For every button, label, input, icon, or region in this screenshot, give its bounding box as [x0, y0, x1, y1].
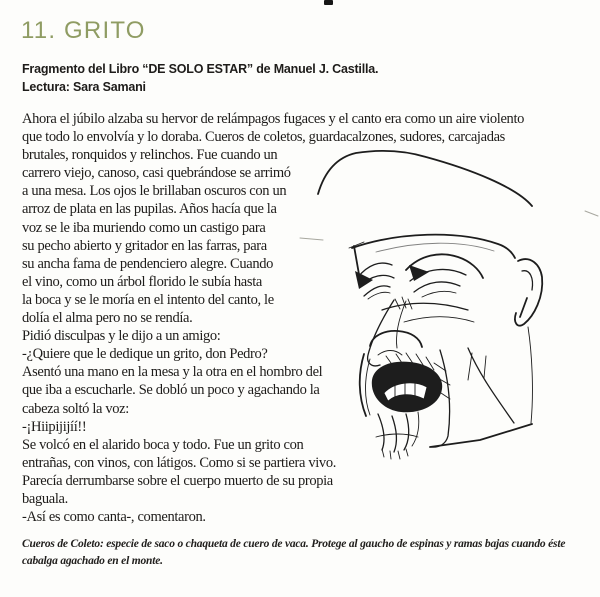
- left-eye: [349, 242, 394, 299]
- body-line: Pidió disculpas y le dijo a un amigo:: [22, 328, 221, 345]
- body-line: -¿Quiere que le dedique un grito, don Pedro?: [22, 346, 268, 363]
- body-line: Parecía derrumbarse sobre el cuerpo muerto de su propia: [22, 472, 333, 489]
- hat-outline: [300, 151, 598, 258]
- body-line: cabeza soltó la voz:: [22, 400, 129, 417]
- body-line: dolía el alma pero no se rendía.: [22, 310, 193, 327]
- body-line: voz se le iba muriendo como un castigo para: [22, 219, 266, 236]
- subtitle-line-reader: Lectura: Sara Samani: [22, 79, 146, 94]
- body-line: Ahora el júbilo alzaba su hervor de relámpagos fugaces y el canto era como un aire violento: [22, 111, 525, 127]
- body-line: carrero viejo, canoso, casi quebrándose se arrimó: [22, 165, 291, 182]
- body-line: Asentó una mano en la mesa y la otra en el hombro del: [22, 364, 323, 381]
- body-line: arroz de plata en las pupilas. Años hacía que la: [22, 201, 277, 218]
- page-edge-mark: [324, 0, 333, 5]
- body-line: el vino, como un árbol florido le subía hasta: [22, 273, 262, 290]
- shouting-man-sketch: [298, 148, 600, 460]
- right-eye: [395, 254, 483, 309]
- body-line: que todo lo envolvía y lo doraba. Cueros de coletos, guardacalzones, sudores, carcajadas: [22, 129, 505, 146]
- footnote-line: cabalga agachado en el monte.: [22, 555, 163, 567]
- page-title: 11. GRITO: [21, 17, 146, 44]
- subtitle: [22, 61, 378, 96]
- body-line: su ancha fama de pendenciero alegre. Cuando: [22, 255, 274, 272]
- body-line: la boca y se le moría en el intento del canto, le: [22, 291, 274, 308]
- subtitle-line-source: Fragmento del Libro “DE SOLO ESTAR” de Manuel J. Castilla.: [22, 62, 379, 76]
- body-line: entrañas, con vinos, con látigos. Como si se partiera vivo.: [22, 454, 336, 471]
- ear: [515, 259, 542, 423]
- chin-scribbles: [376, 412, 419, 459]
- footnote: [22, 536, 565, 570]
- body-line: brutales, ronquidos y relinchos. Fue cuando un: [22, 147, 278, 164]
- body-line: a una mesa. Los ojos le brillaban oscuros con un: [22, 183, 287, 200]
- body-line: Se volcó en el alarido boca y todo. Fue un grito con: [22, 436, 304, 453]
- body-line: baguala.: [22, 490, 68, 507]
- footnote-line: Cueros de Coleto: especie de saco o chaqueta de cuero de vaca. Protege al gaucho de espinas y ramas bajas cuando éste: [22, 538, 566, 550]
- body-line: que iba a escucharle. Se dobló un poco y agachando la: [22, 382, 320, 399]
- jaw-and-neck: [430, 348, 532, 447]
- body-line: su pecho abierto y gritador en las farras, para: [22, 237, 267, 254]
- body-line: -¡Hiipijijíí!!: [22, 418, 87, 435]
- body-line: -Así es como canta-, comentaron.: [22, 509, 206, 526]
